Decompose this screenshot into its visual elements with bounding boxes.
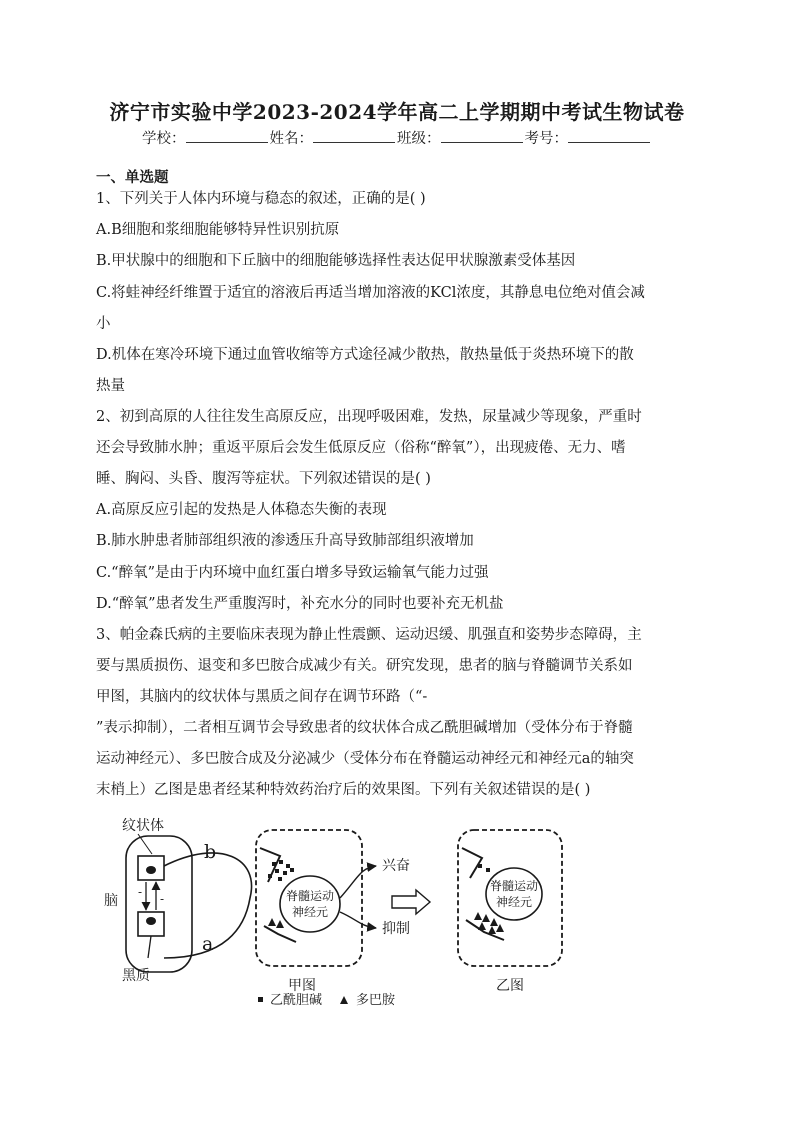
spinal-motor-neuron-jia <box>280 876 340 932</box>
striatum-nucleus <box>146 866 156 874</box>
acetylcholine-vesicles-yi <box>478 864 490 872</box>
axon-terminal-b-yi <box>462 848 482 878</box>
nigra-axon <box>148 936 151 958</box>
question-3-stem-cont: 末梢上）乙图是患者经某种特效药治疗后的效果图。下列有关叙述错误的是( ) <box>96 782 591 798</box>
question-2-stem-cont: 睡、胸闷、头昏、腹泻等症状。下列叙述错误的是( ) <box>96 471 431 487</box>
dopamine-vesicles-jia <box>268 918 284 928</box>
legend-ach-label: 乙酰胆碱 <box>270 993 323 1008</box>
spinal-neuron-label-line1: 脊髓运动 <box>285 889 335 903</box>
excite-label: 兴奋 <box>382 858 410 874</box>
school-label: 学校： <box>142 131 186 147</box>
substantia-nigra-nucleus <box>146 917 156 925</box>
question-1-option-d: D.机体在寒冷环境下通过血管收缩等方式途径减少散热，散热量低于炎热环境下的散 <box>96 347 634 363</box>
question-1-option-d-cont: 热量 <box>96 378 125 394</box>
question-2-option-b: B.肺水肿患者肺部组织液的渗透压升高导致肺部组织液增加 <box>96 533 474 549</box>
question-1-option-c: C.将蛙神经纤维置于适宜的溶液后再适当增加溶液的KCl浓度，其静息电位绝对值会减 <box>96 285 645 301</box>
spinal-neuron-label-line2: 神经元 <box>291 905 329 919</box>
excite-arrow <box>340 866 376 898</box>
minus-sign-right: - <box>160 892 165 906</box>
student-info-row <box>0 127 794 148</box>
question-1-option-a: A.B细胞和浆细胞能够特异性识别抗原 <box>96 222 340 238</box>
name-blank[interactable] <box>313 130 395 143</box>
neuron-a-label: a <box>202 933 214 955</box>
question-3-stem-cont: 甲图，其脑内的纹状体与黑质之间存在调节环路（“- <box>96 689 428 705</box>
spinal-neuron-yi-line1: 脊髓运动 <box>489 879 539 893</box>
parkinson-regulation-figure <box>100 808 570 1013</box>
acetylcholine-vesicles-jia <box>268 860 294 881</box>
question-2-option-d: D.“醉氧”患者发生严重腹泻时，补充水分的同时也要补充无机盐 <box>96 596 504 612</box>
dopamine-vesicles-yi <box>474 912 504 934</box>
class-blank[interactable] <box>441 130 523 143</box>
section-heading: 一、单选题 <box>96 169 169 186</box>
question-3-stem: 3、帕金森氏病的主要临床表现为静止性震颤、运动迟缓、肌强直和姿势步态障碍，主 <box>96 627 642 643</box>
legend-ach-marker <box>258 997 263 1002</box>
question-2-option-c: C.“醉氧”是由于内环境中血红蛋白增多导致运输氧气能力过强 <box>96 565 489 581</box>
figure-jia-caption: 甲图 <box>288 978 316 994</box>
substantia-nigra-label: 黑质 <box>122 968 150 984</box>
name-label: 姓名： <box>269 131 313 147</box>
question-2-stem: 2、初到高原的人往往发生高原反应，出现呼吸困难，发热，尿量减少等现象，严重时 <box>96 409 642 425</box>
question-2-stem-cont: 还会导致肺水肿；重返平原后会发生低原反应（俗称“醉氧”），出现疲倦、无力、嗜 <box>96 440 626 456</box>
exam-no-label: 考号： <box>524 131 568 147</box>
question-3-stem-cont: ”表示抑制），二者相互调节会导致患者的纹状体合成乙酰胆碱增加（受体分布于脊髓 <box>96 720 633 736</box>
question-1-option-c-cont: 小 <box>96 316 111 332</box>
spinal-neuron-yi-line2: 神经元 <box>495 895 533 909</box>
question-1-option-b: B.甲状腺中的细胞和下丘脑中的细胞能够选择性表达促甲状腺激素受体基因 <box>96 253 576 269</box>
brain-label: 脑 <box>104 893 118 909</box>
question-1-stem: 1、下列关于人体内环境与稳态的叙述，正确的是( ) <box>96 191 426 207</box>
question-2-option-a: A.高原反应引起的发热是人体稳态失衡的表现 <box>96 502 387 518</box>
question-3-stem-cont: 运动神经元）、多巴胺合成及分泌减少（受体分布在脊髓运动神经元和神经元a的轴突 <box>96 751 634 767</box>
minus-sign-left: - <box>138 885 143 899</box>
inhibit-label: 抑制 <box>382 921 410 937</box>
neuron-b-label: b <box>204 841 217 863</box>
inhibit-arrow <box>340 912 376 928</box>
page-title: 济宁市实验中学2023-2024学年高二上学期期中考试生物试卷 <box>109 100 685 124</box>
legend-da-marker <box>340 996 348 1004</box>
exam-no-blank[interactable] <box>568 130 650 143</box>
class-label: 班级： <box>397 131 441 147</box>
figure-yi-caption: 乙图 <box>496 978 524 994</box>
school-blank[interactable] <box>186 130 268 143</box>
spinal-motor-neuron-yi <box>486 868 542 920</box>
legend-da-label: 多巴胺 <box>356 993 396 1008</box>
question-3-stem-cont: 要与黑质损伤、退变和多巴胺合成减少有关。研究发现，患者的脑与脊髓调节关系如 <box>96 658 633 674</box>
axon-terminal-a <box>264 926 296 942</box>
transition-arrow <box>392 890 430 914</box>
striatum-label: 纹状体 <box>122 818 164 834</box>
